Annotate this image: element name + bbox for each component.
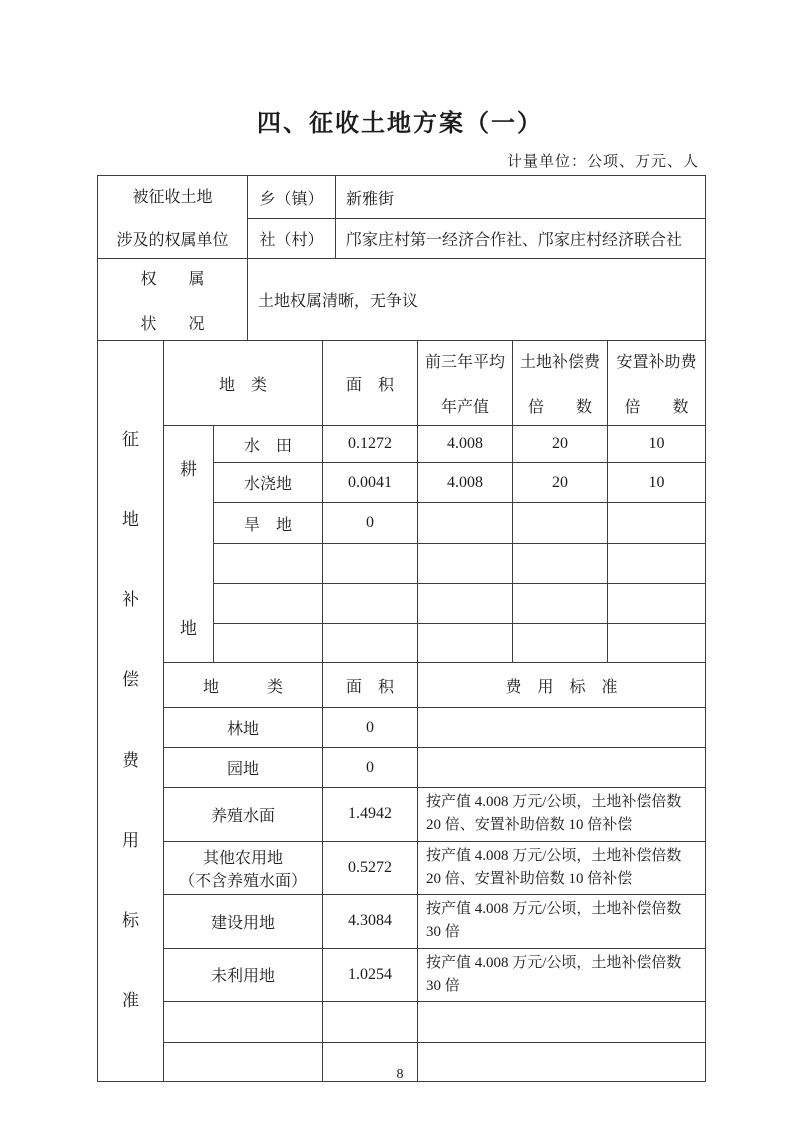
ownership-units-label-cell — [98, 176, 248, 259]
area-cell: 0 — [323, 708, 418, 748]
area-cell — [323, 584, 418, 624]
area-cell: 0.0041 — [323, 463, 418, 503]
standard-cell: 按产值 4.008 万元/公顷，土地补偿倍数 20 倍、安置补助倍数 10 倍补偿 — [418, 841, 706, 895]
resettle-multiple-cell — [608, 503, 706, 544]
cultivated-label: 耕 地 — [180, 460, 197, 638]
land-multiple-cell — [513, 624, 608, 663]
header-land-comp-cell — [513, 341, 608, 426]
land-type-cell: 林地 — [164, 708, 323, 748]
ownership-table — [97, 175, 706, 341]
land-type-cell: 建设用地 — [164, 895, 323, 949]
output-cell: 4.008 — [418, 426, 513, 463]
land-type-cell — [214, 624, 323, 663]
area-cell: 0.5272 — [323, 841, 418, 895]
page-number: 8 — [396, 1067, 404, 1082]
standard-cell: 按产值 4.008 万元/公顷，土地补偿倍数 30 倍 — [418, 895, 706, 949]
cultivated-label-cell — [164, 426, 214, 663]
output-cell — [418, 584, 513, 624]
area-cell: 1.4942 — [323, 788, 418, 842]
header-land-type-cell: 地 类 — [164, 341, 323, 426]
land-type-cell: 水浇地 — [214, 463, 323, 503]
land-type-cell: 养殖水面 — [164, 788, 323, 842]
tenure-label-line1: 权 属 — [140, 270, 205, 288]
header-area-cell: 面 积 — [323, 341, 418, 426]
header-land-comp-line2: 倍 数 — [528, 399, 593, 416]
area-cell: 0.1272 — [323, 426, 418, 463]
land-multiple-cell — [513, 544, 608, 584]
area-cell: 1.0254 — [323, 948, 418, 1002]
tenure-value-cell: 土地权属清晰，无争议 — [248, 259, 706, 341]
standard-cell: 按产值 4.008 万元/公顷，土地补偿倍数 20 倍、安置补助倍数 10 倍补偿 — [418, 788, 706, 842]
header-resettle-line1: 安置补助费 — [616, 354, 697, 371]
output-cell — [418, 544, 513, 584]
table-row — [98, 176, 706, 219]
standard-cell — [418, 1002, 706, 1043]
resettle-multiple-cell: 10 — [608, 426, 706, 463]
table-row — [98, 1002, 706, 1043]
table-row — [98, 895, 706, 949]
area-cell: 0 — [323, 503, 418, 544]
land-type-line1: 其他农用地 — [203, 849, 284, 867]
header-output-line1: 前三年平均 — [425, 354, 506, 371]
land-multiple-cell — [513, 584, 608, 624]
standard-cell: 按产值 4.008 万元/公顷，土地补偿倍数 30 倍 — [418, 948, 706, 1002]
ownership-label-line2: 涉及的权属单位 — [116, 232, 229, 249]
output-cell: 4.008 — [418, 463, 513, 503]
header2-standard-cell: 费 用 标 准 — [418, 663, 706, 708]
table-row — [98, 259, 706, 341]
compensation-table — [97, 340, 706, 1082]
tenure-status-label-cell — [98, 259, 248, 341]
tenure-status-label — [98, 266, 247, 334]
table-row — [98, 663, 706, 708]
table-row — [98, 948, 706, 1002]
header-output — [418, 349, 512, 417]
table-row — [98, 748, 706, 788]
area-cell — [323, 1002, 418, 1043]
standard-cell — [418, 708, 706, 748]
resettle-multiple-cell — [608, 624, 706, 663]
header-resettle — [608, 349, 705, 417]
ownership-units-label — [98, 184, 247, 250]
table-row — [98, 708, 706, 748]
header-output-line2: 年产值 — [441, 399, 490, 416]
unit-note: 计量单位：公项、万元、人 — [506, 154, 699, 170]
table-row — [98, 341, 706, 426]
land-multiple-cell: 20 — [513, 463, 608, 503]
output-cell — [418, 503, 513, 544]
township-value-cell: 新雅街 — [336, 176, 706, 219]
side-label: 征 地 补 偿 费 用 标 准 — [122, 430, 139, 1010]
land-type-cell: 旱 地 — [214, 503, 323, 544]
land-type-cell: 水 田 — [214, 426, 323, 463]
tenure-label-line2: 状 况 — [140, 315, 205, 333]
land-type-line2: （不含养殖水面） — [179, 872, 308, 890]
area-cell — [323, 624, 418, 663]
village-label-cell: 社（村） — [248, 219, 336, 259]
header2-area-cell: 面 积 — [323, 663, 418, 708]
land-type-cell — [214, 584, 323, 624]
page-title: 四、征收土地方案（一） — [257, 111, 543, 137]
land-type-cell — [164, 841, 323, 895]
land-type-cell: 园地 — [164, 748, 323, 788]
land-type-cell — [214, 544, 323, 584]
header-land-comp — [513, 349, 607, 417]
header-output-cell — [418, 341, 513, 426]
ownership-label-line1: 被征收土地 — [132, 189, 213, 206]
standard-cell — [418, 748, 706, 788]
resettle-multiple-cell: 10 — [608, 463, 706, 503]
header-resettle-cell — [608, 341, 706, 426]
area-cell — [323, 544, 418, 584]
output-cell — [418, 624, 513, 663]
land-type-cell: 未利用地 — [164, 948, 323, 1002]
land-acquisition-tables — [97, 175, 705, 1082]
land-multiple-cell: 20 — [513, 426, 608, 463]
header-resettle-line2: 倍 数 — [624, 399, 689, 416]
table-row — [98, 841, 706, 895]
land-multiple-cell — [513, 503, 608, 544]
land-type-cell — [164, 1002, 323, 1043]
header2-land-type-cell: 地 类 — [164, 663, 323, 708]
side-label-cell — [98, 341, 164, 1082]
table-row — [98, 788, 706, 842]
header-land-comp-line1: 土地补偿费 — [520, 354, 601, 371]
area-cell: 4.3084 — [323, 895, 418, 949]
resettle-multiple-cell — [608, 544, 706, 584]
village-value-cell: 邝家庄村第一经济合作社、邝家庄村经济联合社 — [336, 219, 706, 259]
resettle-multiple-cell — [608, 584, 706, 624]
table-row — [98, 426, 706, 463]
area-cell: 0 — [323, 748, 418, 788]
township-label-cell: 乡（镇） — [248, 176, 336, 219]
